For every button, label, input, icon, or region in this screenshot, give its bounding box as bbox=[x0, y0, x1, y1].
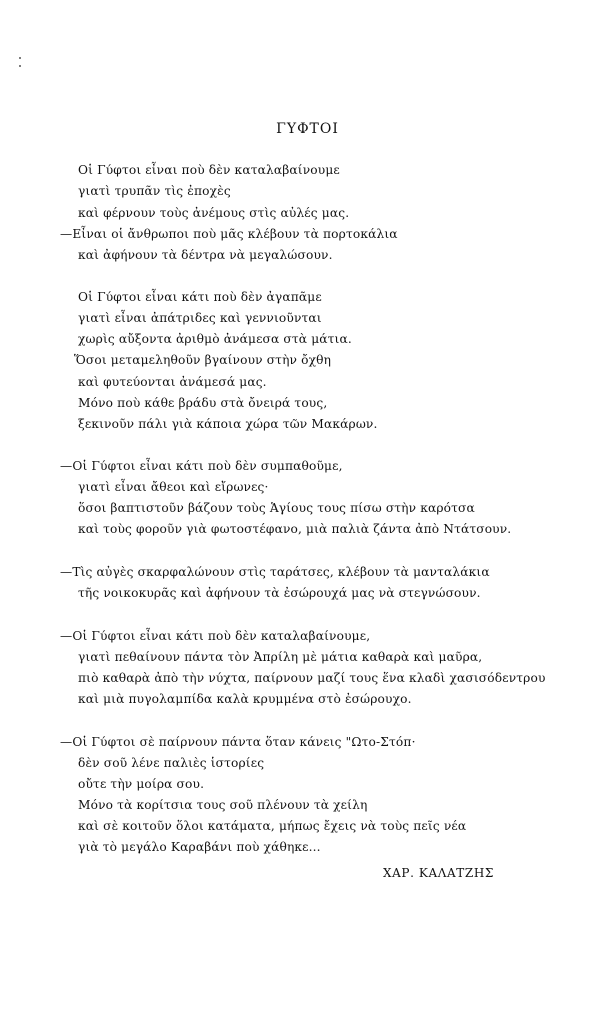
poem-line: γιὰ τὸ μεγάλο Καραβάνι ποὺ χάθηκε... bbox=[78, 840, 321, 854]
poem-line: Μόνο τὰ κορίτσια τους σοῦ πλένουν τὰ χείλη bbox=[78, 798, 368, 812]
poem-line: καὶ τοὺς φοροῦν γιὰ φωτοστέφανο, μιὰ παλιὰ ζάντα ἀπὸ Ντάτσουν. bbox=[78, 522, 512, 536]
poem-line: καὶ φυτεύονται ἀνάμεσά μας. bbox=[78, 375, 267, 389]
poem-line: Οἱ Γύφτοι εἶναι κάτι ποὺ δὲν ἀγαπᾶμε bbox=[78, 290, 322, 304]
poem-line: Ὅσοι μεταμεληθοῦν βγαίνουν στὴν ὄχθη bbox=[74, 353, 332, 367]
poem-line: ξεκινοῦν πάλι γιὰ κάποια χώρα τῶν Μακάρων. bbox=[78, 417, 378, 431]
poem-line: οὔτε τὴν μοίρα σου. bbox=[78, 777, 205, 791]
poem-line: δὲν σοῦ λένε παλιὲς ἱστορίες bbox=[78, 756, 265, 770]
poem-line: —Εἶναι οἱ ἄνθρωποι ποὺ μᾶς κλέβουν τὰ πορτοκάλια bbox=[60, 227, 398, 241]
poem-line: γιατὶ εἶναι ἄθεοι καὶ εἴρωνες· bbox=[78, 480, 269, 494]
poem-line: —Οἱ Γύφτοι εἶναι κάτι ποὺ δὲν συμπαθοῦμε, bbox=[60, 459, 343, 473]
poem-line: χωρὶς αὔξοντα ἀριθμὸ ἀνάμεσα στὰ μάτια. bbox=[78, 332, 352, 346]
poem-line: καὶ φέρνουν τοὺς ἀνέμους στὶς αὐλές μας. bbox=[78, 206, 350, 220]
poem-title: ΓΥΦΤΟΙ bbox=[276, 121, 339, 137]
poem-line: τῆς νοικοκυρᾶς καὶ ἀφήνουν τὰ ἐσώρουχά μας νὰ στεγνώσουν. bbox=[78, 586, 481, 600]
poem-line: καὶ ἀφήνουν τὰ δέντρα νὰ μεγαλώσουν. bbox=[78, 248, 333, 262]
author-signature: ΧΑΡ. ΚΑΛΑΤΖΗΣ bbox=[383, 866, 494, 880]
poem-line: γιατὶ πεθαίνουν πάντα τὸν Ἀπρίλη μὲ μάτια καθαρὰ καὶ μαῦρα, bbox=[78, 650, 483, 664]
poem-line: πιὸ καθαρὰ ἀπὸ τὴν νύχτα, παίρνουν μαζί τους ἕνα κλαδὶ χασισόδεντρου bbox=[78, 671, 546, 685]
poem-line: καὶ σὲ κοιτοῦν ὅλοι κατάματα, μήπως ἔχεις νὰ τοὺς πεῖς νέα bbox=[78, 819, 467, 833]
poem-line: καὶ μιὰ πυγολαμπίδα καλὰ κρυμμένα στὸ ἐσώρουχο. bbox=[78, 692, 412, 706]
poem-line: —Οἱ Γύφτοι εἶναι κάτι ποὺ δὲν καταλαβαίνουμε, bbox=[60, 629, 371, 643]
poem-line: —Τὶς αὐγὲς σκαρφαλώνουν στὶς ταράτσες, κλέβουν τὰ μανταλάκια bbox=[60, 565, 490, 579]
poem-line: Οἱ Γύφτοι εἶναι ποὺ δὲν καταλαβαίνουμε bbox=[78, 163, 340, 177]
poem-line: ὅσοι βαπτιστοῦν βάζουν τοὺς Ἁγίους τους πίσω στὴν καρότσα bbox=[78, 501, 475, 515]
poem-line: γιατὶ τρυπᾶν τὶς ἐποχὲς bbox=[78, 184, 231, 198]
poem-line: —Οἱ Γύφτοι σὲ παίρνουν πάντα ὅταν κάνεις "Ωτο-Στόπ· bbox=[60, 735, 416, 749]
poem-line: Μόνο ποὺ κάθε βράδυ στὰ ὄνειρά τους, bbox=[78, 396, 328, 410]
poem-line: γιατὶ εἶναι ἀπάτριδες καὶ γεννιοῦνται bbox=[78, 311, 322, 325]
